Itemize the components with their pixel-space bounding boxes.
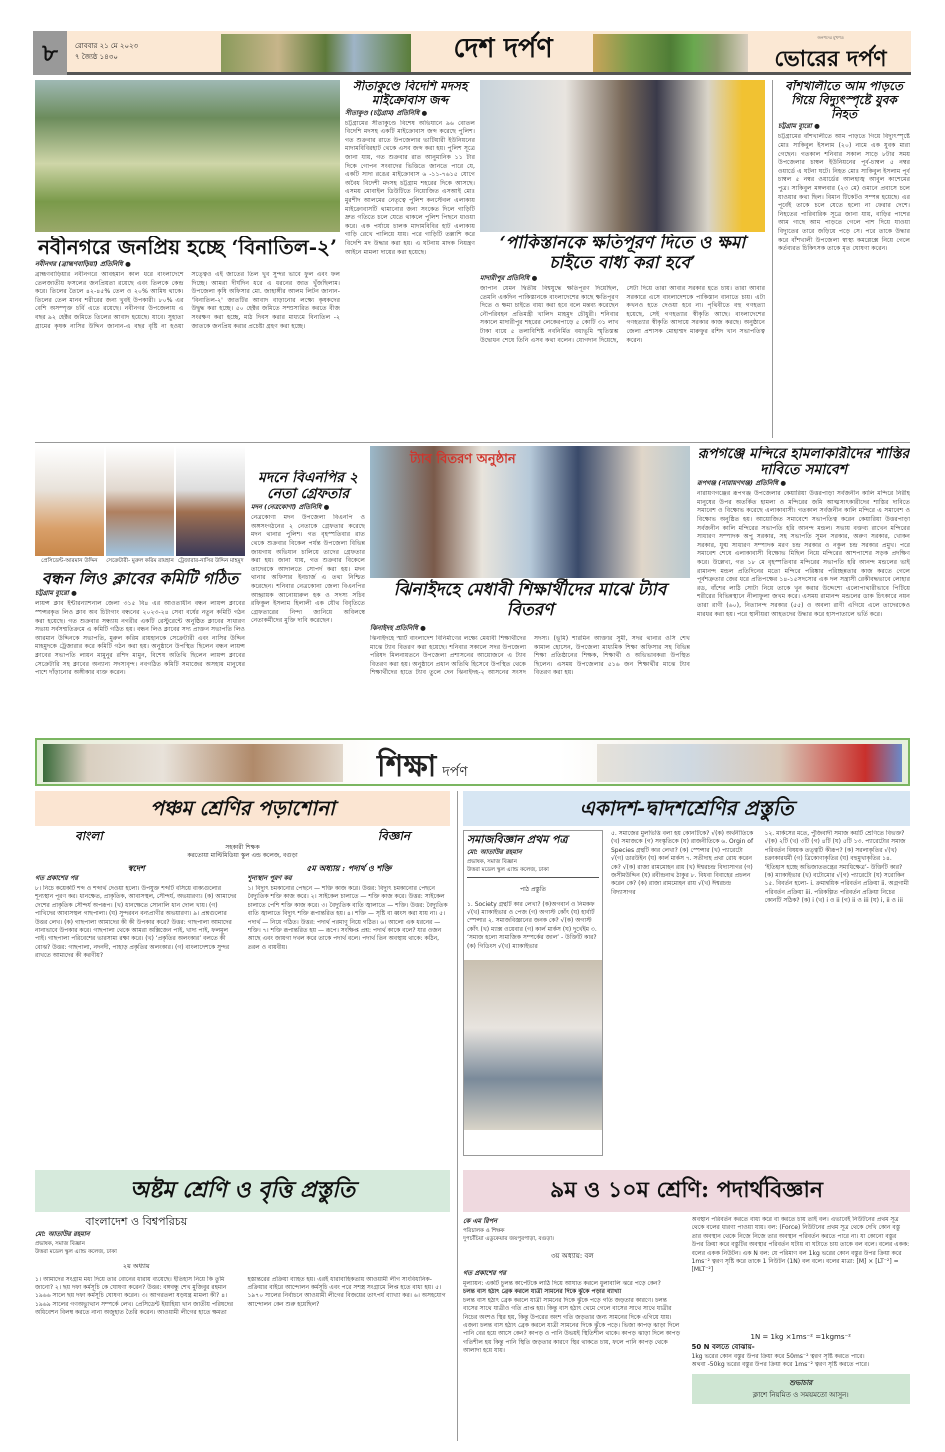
minister-speech-photo: [480, 80, 765, 232]
date-gregorian: রোববার ২১ মে ২০২৩: [75, 42, 139, 50]
headline: নবীনগরে জনপ্রিয় হচ্ছে ‘বিনাতিল-২’: [38, 236, 337, 259]
author-name: কে এম রিপন: [463, 1217, 497, 1225]
author-school: উত্তরা মডেল স্কুল এ্যান্ড কলেজ, ঢাকা: [467, 867, 599, 878]
section-title: পঞ্চম শ্রেণির পড়াশোনা: [150, 796, 335, 820]
continued-label: গত প্রকাশের পর: [35, 873, 78, 882]
photo-caption: ট্রেজারার-নাসির উদ্দিন মাহমুদ: [177, 558, 244, 564]
author-role: প্রভাষক, সমাজ বিজ্ঞান: [467, 858, 517, 865]
headline: বাঁশখালীতে আম পাড়তে গিয়ে বিদ্যুৎস্পৃষ্টে যুবক নিহত: [785, 80, 903, 121]
article-body: নেত্রকোণা মদন উপজেলা বিএনপি ও অঙ্গসংগঠনের ২ নেতাকে গ্রেফতার করেছে মদন থানার পুলিশ। গত বৃহস্পতিবার রাত থেকে শুক্রবার বিকেল পর্যন্ত উপজেলা বিভিন্ন জায়গায় অভিযান চালিয়ে তাদের গ্রেফতার করা হয়। জানা যায়, গত শুক্রবার বিকেলে তাদেরকে আদালতে সোপর্দ করা হয়। মদন থানার অফিসার ইনচার্জ এ তথ্য নিশ্চিত করেছেন। শনিবার নেত্রকোনা জেলা বিএনপির আহ্বায়ক আনোয়ারুল হক ও সদস্য সচিব রফিকুল ইসলাম হিলালী এক যৌথ বিবৃতিতে গ্রেফতারের নিন্দা জানিয়ে অবিলম্বে নেতাকর্মীদের মুক্তি দাবি করেছেন।: [251, 514, 365, 625]
article-body: লায়ন্স ক্লাব ইন্টারন্যাশনাল জেলা ৩১৫ বি৪ এর আওতাধীন বন্ধন লায়ন্স ক্লাবের স্পন্সরকৃত লিও ক্লাব অব চিটাগাং বন্ধনের ২০২৩-২৪ সেবা বর্ষের নতুন কমিটি গঠন করা হয়েছে। গত শুক্রবার সন্ধ্যায় নগরীর একটি রেস্টুরেন্টে অনুষ্ঠিত ক্লাবের সাধারণ সভায় সর্বসম্মতিক্রমে এ কমিটি গঠিত হয়। বন্ধন লিও ক্লাবের সদ্য প্রাক্তন সভাপতি লিও আরমান উদ্দিনকে সভাপতি, মুরুল করিম রায়হানকে সেক্রেটারী এবং নাসির উদ্দিন মাহমুদকে ট্রেজারার করে কমিটি গঠন করা হয়। অনুষ্ঠানে উপস্থিত ছিলেন বন্ধন লায়ন্স ক্লাবের সভাপতি লায়ন মামুনুর রশিদ মামুন, বিশেষ অতিথি ছিলেন লায়ন্স ক্লাবের সেক্রেটারি সহ ক্লাবের অন্যান্য সদস্যবৃন্দ। নবগঠিত কমিটি সমাজের অসহায় মানুষের পাশে দাঁড়ানোর অঙ্গীকার ব্যক্ত করেন।: [35, 600, 245, 677]
class8-text: ১। আমাদের সংগ্রাম মধ্য দিয়ে তার বোনের ধারায় ব্যয়েছে। ইতিহাস নিয়ে কি তুমি জানো? ২। ছয় দফা কর্মসূচি কে ঘোষণা করেন? উত্তর: বঙ্গবন্ধু শেখ মুজিবুর রহমান ১৯৬৬ সালে ছয় দফা কর্মসূচি ঘোষণা করেন। ৩। আগরতলা ষড়যন্ত্র মামলা কী? ৪। ১৯৬৯ সালের গণঅভ্যুত্থান সম্পর্কে লেখ। প্রেসিডেন্ট ইয়াহিয়া খান জাতীয় পরিষদের অধিবেশন বিলম্ব করতে নানা অজুহাত তৈরি করেন। আওয়ামী লীগের হাতে ক্ষমতা হস্তান্তরের প্রক্রিয়া ব্যাহত হয়। এরই ধারাবাহিকতায় আওয়ামী লীগ সাংবিধানিক-প্রক্রিয়ার বাইরে আন্দোলন কর্মসূচি এবং পরে সশস্ত্র সংগ্রামে লিপ্ত হতে বাধ্য হয়। ৫। ১৯৭০ সালের নির্বাচনে আওয়ামী লীগের বিজয়ের তাৎপর্য ব্যাখ্যা কর। ৬। অসহযোগ আন্দোলন কেন শুরু হয়েছিল?: [35, 1275, 446, 1317]
headline: মদনে বিএনপির ২ নেতা গ্রেফতার: [258, 470, 358, 503]
byline: মদন (নেত্রকোণা) প্রতিনিধি ●: [251, 503, 330, 512]
header-photo-strip-left: [221, 34, 411, 72]
example-title: 50 N বলতে বোঝায়-: [691, 1343, 755, 1351]
page-number: ৮: [33, 31, 67, 75]
exam-hall-photo: [464, 960, 602, 1130]
article-sitakunda: [345, 80, 475, 438]
date-bengali: ৭ জ্যৈষ্ঠ ১৪৩০: [75, 53, 118, 61]
article-pakistan: [480, 234, 765, 438]
science-text: ১। বিদ্যুৎ চমকানোর পেছনে — শক্তি কাজ করে। উত্তর: বিদ্যুৎ চমকানোর পেছনে বৈদ্যুতিক শক্তি কাজ করে। ২। সাইকেল চালাতে — শক্তি কাজ করে। উত্তর: সাইকেল চালাতে পেশি শক্তি কাজ করে। ৩। বৈদ্যুতিক বাতি জ্বালাতে — শক্তি। উত্তর: বৈদ্যুতিক বাতি জ্বালাতে বিদ্যুৎ শক্তি রূপান্তরিত হয়। ৪। শক্তি — সৃষ্টি বা ধ্বংস করা যায় না। ৫। পদার্থ — নিয়ে গঠিত। উত্তর: পদার্থ পরমাণু নিয়ে গঠিত। ৬। আলো এক ধরনের — শক্তি। ৭। শক্তি রূপান্তরিত হয় — রূপে। সংক্ষিপ্ত প্রশ্ন: পদার্থ কাকে বলে? যার ওজন আছে এবং জায়গা দখল করে তাকে পদার্থ বলে। পদার্থ তিন অবস্থায় থাকে: কঠিন, তরল ও বায়বীয়।: [247, 884, 448, 951]
author-school: উত্তরা মডেল স্কুল এ্যান্ড কলেজ, ঢাকা: [35, 1248, 117, 1255]
binatil-field-photo: [35, 80, 340, 232]
portrait-photo: [35, 446, 104, 556]
article-body: জাপান যেমন দ্বিতীয় বিশ্বযুদ্ধে ক্ষতিপূরণ দিয়েছিল, তেমনি একদিন পাকিস্তানকে বাংলাদেশের কাছে ক্ষতিপূরণ দিতে ও ক্ষমা চাইতে বাধ্য করা হবে বলে মন্তব্য করেছেন নৌপরিবহন প্রতিমন্ত্রী খালিদ মাহমুদ চৌধুরী। শনিবার সকালে মাদারীপুর শহরের লেকেরপাড়ে ৫ কোটি ৩১ লাখ টাকা ব্যয়ে ৫ তলাবিশিষ্ট নবনির্মিত বধ্যভূমি স্মৃতিস্তম্ভ উদ্বোধন শেষে তিনি এসব কথা বলেন। যোগদান দিয়েছে, সেটা দিয়ে তারা আবার সরকার হতে চায়। তারা আবার সরকারে এসে বাংলাদেশকে পাকিস্তান বানাতে চায়। এটা কখনও হতে দেওয়া হবে না। পৃথিবীতে বহু গণহত্যা হয়েছে, সেই গণহত্যার স্বীকৃতি আছে। বাংলাদেশের গণহত্যার স্বীকৃতি আদায়ে সরকার কাজ করছে। অনুষ্ঠানে জেলা প্রশাসক মোহাম্মদ মারুফুর রশিদ খান সভাপতিত্ব করেন।: [480, 285, 765, 344]
article-bandhan: [35, 446, 245, 734]
subject-title: বাংলাদেশ ও বিশ্বপরিচয়: [85, 1215, 188, 1228]
article-rupganj: [697, 446, 910, 732]
education-banner: [35, 738, 910, 786]
newspaper-logo: ভোরের দর্পণ: [774, 46, 887, 72]
article-body: ঝিনাইদহে স্মার্ট বাংলাদেশ বিনির্মাণের লক্ষ্যে মেধাবী শিক্ষার্থীদের মাঝে ট্যাব বিতরণ করা হয়েছে। শনিবার সকালে সদর উপজেলা পরিষদ মিলনায়তনে উপজেলা প্রশাসনের আয়োজনে এ ট্যাব বিতরণ করা হয়। অনুষ্ঠানে প্রধান অতিথি হিসেবে উপস্থিত থেকে শিক্ষার্থীদের হাতে ট্যাব তুলে দেন ঝিনাইদহ-২ আসনের সংসদ সদস্য। (ভূমি) শারমিন আক্তার সুমী, সদর থানার ওসি শেখ কামাল হোসেন, উপজেলা মাধ্যমিক শিক্ষা অফিসার সহ বিভিন্ন শিক্ষা প্রতিষ্ঠানের শিক্ষক, শিক্ষার্থী ও অভিভাবকরা উপস্থিত ছিলেন। এসময় উপজেলার ৫১৬ জন শিক্ষার্থীর মাঝে ট্যাব বিতরণ করা হয়।: [370, 635, 690, 677]
banner-illustration-left: [43, 744, 343, 782]
example-line: অথবা -50kg ভরের বস্তুর উপর ক্রিয়া করে 1ms⁻² ত্বরণ সৃষ্টি করতে পারে।: [691, 1361, 870, 1369]
tip-title: শুভাচার: [789, 1378, 813, 1387]
banner-title: শিক্ষা: [377, 749, 437, 784]
tip-box: [692, 1374, 911, 1404]
sub-heading: শূন্যস্থান পূরণ কর: [247, 873, 292, 882]
formula: 1N = 1kg ×1ms⁻² =1kgms⁻²: [750, 1333, 851, 1341]
example-line: 1kg ভরের কোন বস্তুর উপর ক্রিয়া করে 50ms⁻² ত্বরণ সৃষ্টি করতে পারে।: [691, 1353, 865, 1360]
question: চলন্ত বাস হঠাৎ ব্রেক করলে যাত্রী সামনের দিকে ঝুঁকে পড়ার ব্যাখ্যা: [463, 1288, 622, 1296]
chapter-label: ৩য় অধ্যায়: বল: [550, 1252, 594, 1260]
section-title: দেশ দর্পণ: [453, 33, 553, 64]
continued-label: গত প্রকাশের পর: [463, 1269, 506, 1277]
byline: নবীনগর (ব্রাহ্মণবাড়িয়া) প্রতিনিধি ●: [35, 260, 131, 268]
section-label: পাঠ প্রস্তুতি: [520, 885, 546, 893]
chapter-title: স্বদেশ: [127, 862, 145, 873]
class5-section: [35, 791, 450, 1161]
class9-section: [463, 1170, 910, 1445]
chapter-title: ৫ম অধ্যায় : পদার্থ ও শক্তি: [306, 862, 392, 873]
headline: ঝিনাইদহে মেধাবী শিক্ষার্থীদের মাঝে ট্যাব বিতরণ: [393, 580, 667, 620]
class11-section: [463, 791, 910, 1161]
masthead: [33, 31, 911, 75]
section-title: একাদশ-দ্বাদশশ্রেণির প্রস্তুতি: [579, 796, 794, 820]
banner-subtitle: দর্পণ: [442, 764, 468, 780]
byline: চট্টগ্রাম ব্যুরো ●: [778, 122, 820, 131]
byline: রূপগঞ্জ (নারায়ণগঞ্জ) প্রতিনিধি ●: [697, 479, 786, 488]
bangla-text: ৮। নিচে কয়েকটি শব্দ ও শব্দার্থ দেওয়া হলো। উপযুক্ত শব্দটি বসিয়ে বাক্যগুলোর শূন্যস্থান পূরণ কর। ধানক্ষেত, প্রাকৃতিক, আবাসস্থল, সৌন্দর্য, অভয়ারণ্য। (ক) আমাদের দেশের প্রাকৃতিক সৌন্দর্য অপরূপ। (খ) ধানক্ষেতে সোনালি ধান দোল খায়। (গ) পাখিদের আবাসস্থল গাছপালা। (ঘ) সুন্দরবন বন্যপ্রাণীর অভয়ারণ্য। ৯। প্রশ্নগুলোর উত্তর লেখ। (ক) গাছপালা আমাদের কী কী উপকার করে? উত্তর: গাছপালা আমাদের নানাভাবে উপকার করে। গাছপালা থেকে আমরা অক্সিজেন পাই, খাদ্য পাই, ফলমূল পাই। গাছপালা পরিবেশের ভারসাম্য রক্ষা করে। (খ) ‘প্রকৃতির অলংকার’ বলতে কী বোঝ? উত্তর: গাছপালা, নদনদী, পাহাড় প্রকৃতির অলংকার। (গ) বাংলাদেশকে সুন্দর রাখতে আমাদের কী করণীয়?: [35, 884, 237, 960]
header-photo-strip-right: [593, 34, 748, 72]
tip-text: ক্লাশে নিয়মিত ও সময়মতো আসুন।: [752, 1390, 849, 1399]
author-role: প্রভাষক, সমাজ বিজ্ঞান: [35, 1240, 85, 1247]
logo-tagline: জনপদের মুখপত্র: [817, 35, 844, 40]
headline: সীতাকুণ্ডে বিদেশি মদসহ মাইক্রোবাস জব্দ: [352, 80, 468, 107]
section-title: ৯ম ও ১০ম শ্রেণি: পদার্থবিজ্ঞান: [550, 1177, 823, 1204]
article-body: চট্টগ্রামের সীতাকুণ্ডে বিশেষ অভিযানে ৯৬ বোতল বিদেশি মদসহ একটি মাইক্রোবাস জব্দ করেছে পুলিশ। গত শুক্রবার রাতে উপজেলার ভাটিয়ারী ইউনিয়নের মাদামবিবিরহাট থেকে এসব জব্দ করা হয়। পুলিশ সূত্রে জানা যায়, গত শুক্রবার রাত আনুমানিক ১১ টার দিকে গোপন সংবাদের ভিত্তিতে জানতে পারে যে, একটি সাদা রঙের মাইক্রোবাস ৬ -১১-৭৬১৫ যোগে অবৈধ বিদেশী মদসহ চট্টগ্রাম শহরের দিকে আসছে। এসময় মোবাইল ডিউটিতে নিয়োজিত এসআই মোঃ মুরশীদ আলমের নেতৃত্বে পুলিশ কনস্টেবল এলাকায় মাইক্রোবাসটি থামানোর জন্য সংকেত দিলে গাড়িটি দ্রুত গতিতে চলে যেতে থাকলে পুলিশ পিছনে ধাওয়া করে। এক পর্যায়ে চালক মাদামবিবির হাট এলাকায় গাড়ি রেখে পালিয়ে যায়। পরে গাড়িটি তল্লাশি করে বিদেশি মদ উদ্ধার করা হয়। এ ঘটনায় মাদক নিয়ন্ত্রণ আইনে মামলা দায়ের করা হয়েছে।: [345, 119, 475, 256]
answer-text: চলন্ত বাস হঠাৎ ব্রেক করলে যাত্রী সামনের দিকে ঝুঁকে পড়ে গতি জড়তার কারণে। চলন্ত বাসের সাথে যাত্রীও গতি প্রাপ্ত হয়। কিন্তু বাস হঠাৎ থেমে গেলে বাসের সাথে সাথে যাত্রীর নিচের অংশও স্থির হয়, কিন্তু উপরের অংশ গতি জড়তার জন্য সামনের দিকে এগিয়ে যায়। এজন্য চলন্ত বাস হঠাৎ ব্রেক করলে যাত্রী সামনের দিকে ঝুঁকে পড়ে। ভিজা কাপড় ঝাড়া দিলে পানি বের হয়ে আসে কেন? কাপড় ও পানি উভয়ই স্থিতিশীল থাকে। কাপড় ঝাড়া দিলে কাপড় গতিশীল হয় কিন্তু পানি স্থিতি জড়তার কারণে স্থির থাকতে চায়, ফলে পানি কাপড় থেকে আলাদা হয়ে যায়।: [463, 1296, 681, 1355]
photo-caption: সেক্রেটারী- মুরুল করিম রায়হান: [106, 558, 174, 564]
byline: চট্টগ্রাম ব্যুরো ●: [35, 589, 77, 598]
subject-science: বিজ্ঞান: [377, 829, 410, 843]
byline: মাদারীপুর প্রতিনিধি ●: [480, 274, 538, 283]
photo-caption: প্রেসিডেন্ট-আরমান উদ্দিন: [41, 558, 98, 564]
headline: ‘পাকিস্তানকে ক্ষতিপূরণ দিতে ও ক্ষমা চাইতে বাধ্য করা হবে’: [499, 234, 746, 273]
article-madan: [251, 470, 365, 734]
banner-illustration-right: [597, 744, 902, 782]
tab-distribution-photo: [370, 446, 690, 578]
question: মূল্যায়ন: একটি চুলন্ত কার্পেটকে লাঠি দিয়ে আঘাত করলে ধুলাবালি ঝরে পড়ে কেন?: [463, 1280, 661, 1287]
class8-section: [35, 1170, 450, 1445]
portrait-photo: [106, 446, 175, 556]
mcq-column: ১. Society গ্রন্থটি কার লেখা? (ক)অগবার্ন ও নিমকফ √(খ) ম্যাকাইভার ও পেজ (গ) অগাস্ট কোঁৎ (ঘ) হার্বার্ট স্পেন্সার ২. সমাজবিজ্ঞানের জনক কে? √(ক) অগাস্ট কোঁৎ (খ) ম্যাক্স ওয়েবার (গ) কার্ল মার্কস (ঘ) দুর্খেইম ৩. ‘সমাজ হলো সামাজিক সম্পর্কের জাল’ - উক্তিটি কার? (ক) গিডিংস √(খ) ম্যাকাইভার: [467, 900, 597, 950]
article-banshkhali: [772, 80, 910, 438]
subject-bangla: বাংলা: [75, 829, 103, 843]
byline: ঝিনাইদহ প্রতিনিধি ●: [370, 624, 426, 633]
photo-banner-text: ট্যাব বিতরণ অনুষ্ঠান: [410, 452, 516, 467]
author-role: পরিচালক ও শিক্ষক: [463, 1228, 505, 1234]
byline: সীতাকুণ্ড (চট্টগ্রাম) প্রতিনিধি ●: [345, 108, 428, 117]
author-name: মো: আতাউর রহমান: [35, 1229, 90, 1238]
mcq-column: ১২. মার্কসের মতে, পুঁজিবাদী সমাজ কয়টি শ্রেণিতে বিভক্ত? √(ক) ২টি (খ) ৩টি (গ) ৪টি (ঘ) ৫টি ১৩. প্যারেটোর সমাজ পরিবর্তন বিষয়ক তত্ত্বটি কীরূপ? (ক) সরলাকৃতির √(খ) চক্রাকারধর্মী (গ) ত্রিকোণাকৃতির (ঘ) বহুমুখাকৃতির ১৪. ‘ইতিহাস হচ্ছে অভিজাততন্ত্রের সমাধিক্ষেত্র’- উক্তিটি কার? (ক) ম্যাকাইভার (খ) বটোমোর √(গ) প্যারেটো (ঘ) সরোকিন ১৫. বিবর্তন হলো- i. ক্রমান্বয়িক পরিবর্তন প্রক্রিয়া ii. অগ্রগামী পরিবর্তন প্রক্রিয়া iii. পরিকল্পিত পরিবর্তন প্রক্রিয়া নিচের কোনটি সঠিক? (ক) i (খ) i ও ii (গ) ii ও iii (ঘ) i, ii ও iii: [764, 830, 909, 905]
article-jhenaidah: [370, 446, 690, 734]
mcq-column: ৫. সমাজের মুলভিত্তি বলা হয় কোনটিকে? √(ক) অর্থনীতিকে (খ) সমাজকে (গ) সংস্কৃতিকে (ঘ) রাজনীতিকে ৬. Orgin of Species গ্রন্থটি কার লেখা? (ক) স্পেন্সার (খ) প্যারেটো √(গ) ডারউইন (ঘ) কার্ল মার্কস ৭. সতীদাহ প্রথা রোধ করেন কে? √(ক) রাজা রামমোহন রায় (খ) ঈশ্বরচন্দ্র বিদ্যাসাগর (গ) জসীমউদ্দিন (ঘ) রবীন্দ্রনাথ ঠাকুর ৮. বিধবা বিবাহের প্রচলন করেন কে? (ক) রাজা রামমোহন রায় √(খ) ঈশ্বরচন্দ্র বিদ্যাসাগর: [611, 830, 754, 896]
teacher-role: সহকারী শিক্ষক: [225, 843, 260, 851]
headline: বন্ধন লিও ক্লাবের কমিটি গঠিত: [41, 569, 239, 588]
article-body: ব্রাহ্মণবাড়িয়ার নবীনগরে আবহমান কাল ধরে বাংলাদেশে তেলজাতীয় ফসলের জনপ্রিয়তা রয়েছে এবং তিলকে কেন্দ্র করে। তিলের তৈলে ৪২-৪৫% তেল ও ২০% আমিষ থাকে। তিলের তেল মানব শরীরের জন্য খুবই উপকারী। ৮০% এর বেশি অসম্পৃক্ত চর্বি এতে রয়েছে। নবীনগর উপজেলায় এ বছর ৯২ হেক্টর জমিতে তিলের আবাদ হয়েছে। যাবে। সুহাতা গ্রামের কৃষক নাসির উদ্দিন জানান-এ বছর বৃষ্টি না হওয়া সত্ত্বেও এই জাতের তিল খুব সুন্দর ভাবে ফুল এবং ফল দিচ্ছে। আমরা দীর্ঘদিন ধরে এ ধরনের জাত খুঁজছিলাম। উপজেলা কৃষি অফিসার মো. জাহাঙ্গীর আলম লিটন জানান-'বিনাতিল-২' জাতটির আবাদ বাড়ানোর লক্ষ্যে কৃষকদের উদ্বুদ্ধ করা হচ্ছে। ৫০ হেক্টর জমিতে সম্প্রসারিত করতে বীজ সংরক্ষণ করা হচ্ছে, মাঠ দিবস করার মাধ্যমে বিনাতিল -২ জাতকে জনপ্রিয় করার প্রচেষ্টা গ্রহণ করা হচ্ছে।: [35, 271, 340, 330]
headline: রূপগঞ্জে মন্দিরে হামলাকারীদের শাস্তির দাবিতে সমাবেশ: [697, 446, 910, 479]
article-body: নারায়ণগঞ্জের রূপগঞ্জ উপজেলার কেয়ারিয়া উত্তরপাড়া সর্বজনীন কালি মন্দিরে নিরীহ মানুষের উপর অতর্কিত হামলা ও মন্দিরের জমি আত্মসাৎকারীদের শাস্তির দাবিতে সমাবেশ ও বিক্ষোভ করেছে এলাকাবাসী। গতকাল সর্বজনীন কালি মন্দিরে এ সমাবেশ ও বিক্ষোভ অনুষ্ঠিত হয়। আয়োজিত সমাবেশে সভাপতিত্ব করেন কেয়ারিয়া উত্তরপাড়া সর্বজনীন কালি মন্দিরের সভাপতি হরি আনন্দ মন্ডল। সভায় বক্তব্য রাখেন মন্দিরের সাধারণ সম্পাদক অপু সরকার, সহ সভাপতি সুমন সরকার, অরুণ সরকার, খোকন সরকার, যুগ্ম সাধারণ সম্পাদক মরণ চন্দ্র সরকার ও নকুল চন্দ্র সরকার প্রমুখ। পরে সমাবেশ শেষে এলাকাবাসী বিক্ষোভ মিছিল নিয়ে মন্দিরের আশপাশের সড়ক প্রদক্ষিণ করে। উল্লেখ্য, গত ১৮ মে বৃহস্পতিবার মন্দিরের সভাপতি হরি আনন্দ মন্ডলের ভাই রামানন্দ মন্ডল প্রতিদিনের মতো মন্দিরে পরিষ্কার পরিচ্ছন্নতার কাজ করতে গেলে পূর্বশত্রুতার জের ধরে প্রতিপক্ষের ১৪-১৫সদস্যের এক দল সন্ত্রাসী রেকীবদ্ধভাবে লোহার রড, বাঁশের লাঠি সোটা নিয়ে তাকে খুন করার উদ্দেশ্যে এলোপাথারীভাবে পিটিয়ে শরীরের বিভিন্নস্থানে নীলাফুলা জখম করে। এসময় রামানন্দ মন্ডলের ডাক চিৎকারে নয়ন তারা রাণী (৬০), নিত্যানন্দ সরকার (৫৫) ও অবলা রাণী এগিয়ে এলে তাদেরকেও মারধর করা হয়। পরে স্থানীয়রা আহতদের উদ্ধার করে হাসপাতালে ভর্তি করে।: [697, 490, 910, 618]
subject-title: সমাজবিজ্ঞান প্রথম পত্র: [467, 833, 568, 846]
force-text: অবস্থান পরিবর্তন করতে বাধ্য করে বা করতে চায় তাই বল। এভাবেই নিউটনের প্রথম সূত্র থেকে বলের ধারণা পাওয়া যায়। বল: (Force) নিউটনের প্রথম সূত্র থেকে দেখি কোন বস্তু তার অবস্থান থেকে নিজে নিজে তার অবস্থান পরিবর্তন করতে পারে না। যা কোনো বস্তুর উপর ক্রিয়া করে বস্তুটির অবস্থার পরিবর্তন ঘটায় বা ঘটাতে চায় তাকে বল বলে। বলের একক: বলের একক নিউটন। এক N বল: যে পরিমাণ বল 1kg ভরের কোন বস্তুর উপর ক্রিয়া করে 1ms⁻² ত্বরণ সৃষ্টি করে তাকে 1 নিউটন (1N) বল বলে। বলের মাত্রা: [M] × [LT⁻²] = [MLT⁻²]: [691, 1216, 910, 1274]
teacher-school: করতোয়া মাল্টিমিডিয়া স্কুল এন্ড কলেজ, বগুড়া: [187, 851, 298, 859]
author-name: মো: আতাউর রহমান: [467, 847, 522, 856]
portrait-photo: [176, 446, 245, 556]
article-binatil: [35, 236, 340, 438]
article-body: চট্টগ্রামের বাঁশখালীতে আম পাড়তে গিয়ে বিদ্যুৎস্পৃষ্টে মোঃ সাকিবুল ইসলাম (২০) নামে এক যুবক মারা গেছেন। গতকাল শনিবার সকাল সাড়ে ৮টার সময় উপজেলার চাম্বল ইউনিয়নের পূর্ব-চাম্বল ৫ নম্বর ওয়ার্ডে এ ঘটনা ঘটে। নিহত মোঃ সাকিবুল ইসলাম পূর্ব চাম্বল ৫ নম্বর ওয়ার্ডের আলহাজ্ব আবুল কাশেমের পুত্র। সাকিবুল মঙ্গলবার (২৩ মে) ওমানে প্রবাসে চলে যাওয়ার কথা ছিল। বিমান টিকেটও সম্পন্ন হয়েছে। এর পূর্বেই তাকে চলে যেতে হলো না ফেরার দেশে। নিহতের পারিবারিক সূত্রে জানা যায়, বাড়ির পাশের আম গাছে আম পাড়তে গেলে পাশ দিয়ে যাওয়া বিদ্যুতের তারে জড়িয়ে পড়ে সে। পরে তাকে উদ্ধার করে বাঁশখালী উপজেলা স্বাস্থ্য কমপ্লেক্সে নিয়ে গেলে কর্তব্যরত চিকিৎসক তাকে মৃত ঘোষণা করেন।: [778, 133, 910, 253]
author-school: দুপচাঁচিয়া এডুকেয়ার জয়পুরপাড়া, বগুড়া।: [463, 1236, 554, 1242]
chapter-label: ২য় অধ্যায়: [122, 1261, 150, 1270]
section-title: অষ্টম শ্রেণি ও বৃত্তি প্রস্তুতি: [129, 1177, 356, 1204]
